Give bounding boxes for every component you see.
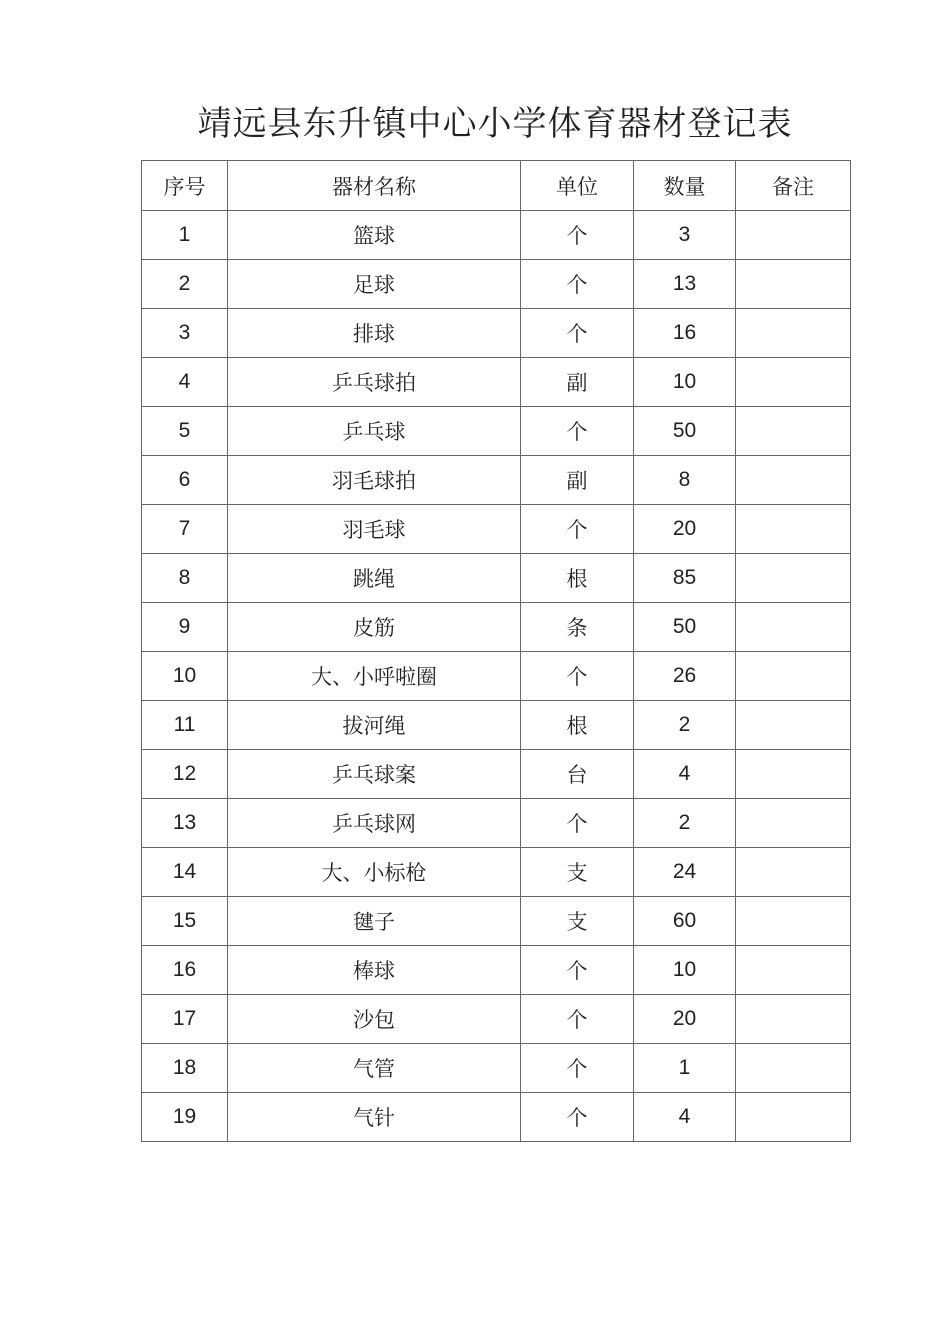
cell-quantity: 4 [634, 1093, 736, 1142]
cell-quantity: 1 [634, 1044, 736, 1093]
cell-quantity: 8 [634, 456, 736, 505]
cell-unit: 副 [521, 358, 634, 407]
header-equipment-name: 器材名称 [228, 161, 521, 211]
table-row [142, 1044, 851, 1093]
cell-unit: 个 [521, 505, 634, 554]
cell-remarks [736, 750, 851, 799]
cell-remarks [736, 897, 851, 946]
cell-unit: 个 [521, 946, 634, 995]
cell-unit: 台 [521, 750, 634, 799]
cell-remarks [736, 995, 851, 1044]
cell-equipment-name: 足球 [228, 260, 521, 309]
cell-unit: 个 [521, 407, 634, 456]
cell-serial-number: 17 [142, 995, 228, 1044]
cell-unit: 支 [521, 897, 634, 946]
cell-serial-number: 11 [142, 701, 228, 750]
cell-serial-number: 4 [142, 358, 228, 407]
cell-equipment-name: 皮筋 [228, 603, 521, 652]
page-title: 靖远县东升镇中心小学体育器材登记表 [197, 104, 793, 144]
cell-unit: 支 [521, 848, 634, 897]
equipment-register-table [141, 160, 851, 1142]
cell-equipment-name: 大、小标枪 [228, 848, 521, 897]
cell-equipment-name: 篮球 [228, 211, 521, 260]
table-row [142, 309, 851, 358]
cell-equipment-name: 排球 [228, 309, 521, 358]
cell-quantity: 20 [634, 505, 736, 554]
table-row [142, 750, 851, 799]
table-row [142, 554, 851, 603]
cell-remarks [736, 701, 851, 750]
cell-serial-number: 5 [142, 407, 228, 456]
cell-remarks [736, 652, 851, 701]
cell-serial-number: 10 [142, 652, 228, 701]
cell-quantity: 85 [634, 554, 736, 603]
cell-serial-number: 12 [142, 750, 228, 799]
cell-serial-number: 8 [142, 554, 228, 603]
table-row [142, 603, 851, 652]
cell-remarks [736, 848, 851, 897]
cell-remarks [736, 260, 851, 309]
cell-unit: 个 [521, 995, 634, 1044]
cell-equipment-name: 沙包 [228, 995, 521, 1044]
cell-serial-number: 2 [142, 260, 228, 309]
header-serial-number: 序号 [142, 161, 228, 211]
cell-quantity: 3 [634, 211, 736, 260]
cell-equipment-name: 跳绳 [228, 554, 521, 603]
cell-quantity: 2 [634, 799, 736, 848]
cell-remarks [736, 456, 851, 505]
cell-unit: 个 [521, 1044, 634, 1093]
cell-quantity: 10 [634, 358, 736, 407]
cell-remarks [736, 407, 851, 456]
table-row [142, 897, 851, 946]
cell-unit: 个 [521, 309, 634, 358]
table-row [142, 946, 851, 995]
cell-unit: 条 [521, 603, 634, 652]
cell-equipment-name: 气针 [228, 1093, 521, 1142]
table-row [142, 260, 851, 309]
cell-serial-number: 18 [142, 1044, 228, 1093]
cell-equipment-name: 羽毛球 [228, 505, 521, 554]
cell-quantity: 10 [634, 946, 736, 995]
table-row [142, 799, 851, 848]
cell-quantity: 60 [634, 897, 736, 946]
table-row [142, 995, 851, 1044]
cell-equipment-name: 毽子 [228, 897, 521, 946]
cell-remarks [736, 505, 851, 554]
cell-equipment-name: 棒球 [228, 946, 521, 995]
cell-quantity: 50 [634, 603, 736, 652]
cell-quantity: 4 [634, 750, 736, 799]
cell-equipment-name: 乒乓球拍 [228, 358, 521, 407]
cell-unit: 根 [521, 554, 634, 603]
cell-equipment-name: 羽毛球拍 [228, 456, 521, 505]
cell-equipment-name: 乒乓球网 [228, 799, 521, 848]
cell-unit: 个 [521, 211, 634, 260]
table-row [142, 211, 851, 260]
table-row [142, 407, 851, 456]
cell-serial-number: 7 [142, 505, 228, 554]
header-quantity: 数量 [634, 161, 736, 211]
cell-unit: 根 [521, 701, 634, 750]
cell-equipment-name: 大、小呼啦圈 [228, 652, 521, 701]
cell-remarks [736, 358, 851, 407]
cell-equipment-name: 拔河绳 [228, 701, 521, 750]
cell-quantity: 2 [634, 701, 736, 750]
table-row [142, 1093, 851, 1142]
table-row [142, 652, 851, 701]
cell-quantity: 20 [634, 995, 736, 1044]
cell-serial-number: 3 [142, 309, 228, 358]
cell-serial-number: 13 [142, 799, 228, 848]
cell-unit: 副 [521, 456, 634, 505]
cell-serial-number: 16 [142, 946, 228, 995]
cell-equipment-name: 乒乓球案 [228, 750, 521, 799]
table-header-row [142, 161, 851, 211]
table-row [142, 701, 851, 750]
cell-unit: 个 [521, 799, 634, 848]
cell-unit: 个 [521, 652, 634, 701]
cell-serial-number: 1 [142, 211, 228, 260]
table-row [142, 848, 851, 897]
table-row [142, 456, 851, 505]
cell-quantity: 13 [634, 260, 736, 309]
cell-equipment-name: 乒乓球 [228, 407, 521, 456]
cell-quantity: 26 [634, 652, 736, 701]
header-unit: 单位 [521, 161, 634, 211]
cell-remarks [736, 309, 851, 358]
cell-remarks [736, 1093, 851, 1142]
cell-remarks [736, 554, 851, 603]
cell-quantity: 16 [634, 309, 736, 358]
cell-quantity: 50 [634, 407, 736, 456]
cell-remarks [736, 211, 851, 260]
cell-remarks [736, 799, 851, 848]
header-remarks: 备注 [736, 161, 851, 211]
cell-quantity: 24 [634, 848, 736, 897]
table-row [142, 505, 851, 554]
cell-unit: 个 [521, 1093, 634, 1142]
cell-remarks [736, 946, 851, 995]
cell-serial-number: 9 [142, 603, 228, 652]
cell-serial-number: 14 [142, 848, 228, 897]
cell-remarks [736, 1044, 851, 1093]
cell-serial-number: 19 [142, 1093, 228, 1142]
cell-serial-number: 15 [142, 897, 228, 946]
cell-equipment-name: 气管 [228, 1044, 521, 1093]
cell-remarks [736, 603, 851, 652]
cell-unit: 个 [521, 260, 634, 309]
table-row [142, 358, 851, 407]
cell-serial-number: 6 [142, 456, 228, 505]
